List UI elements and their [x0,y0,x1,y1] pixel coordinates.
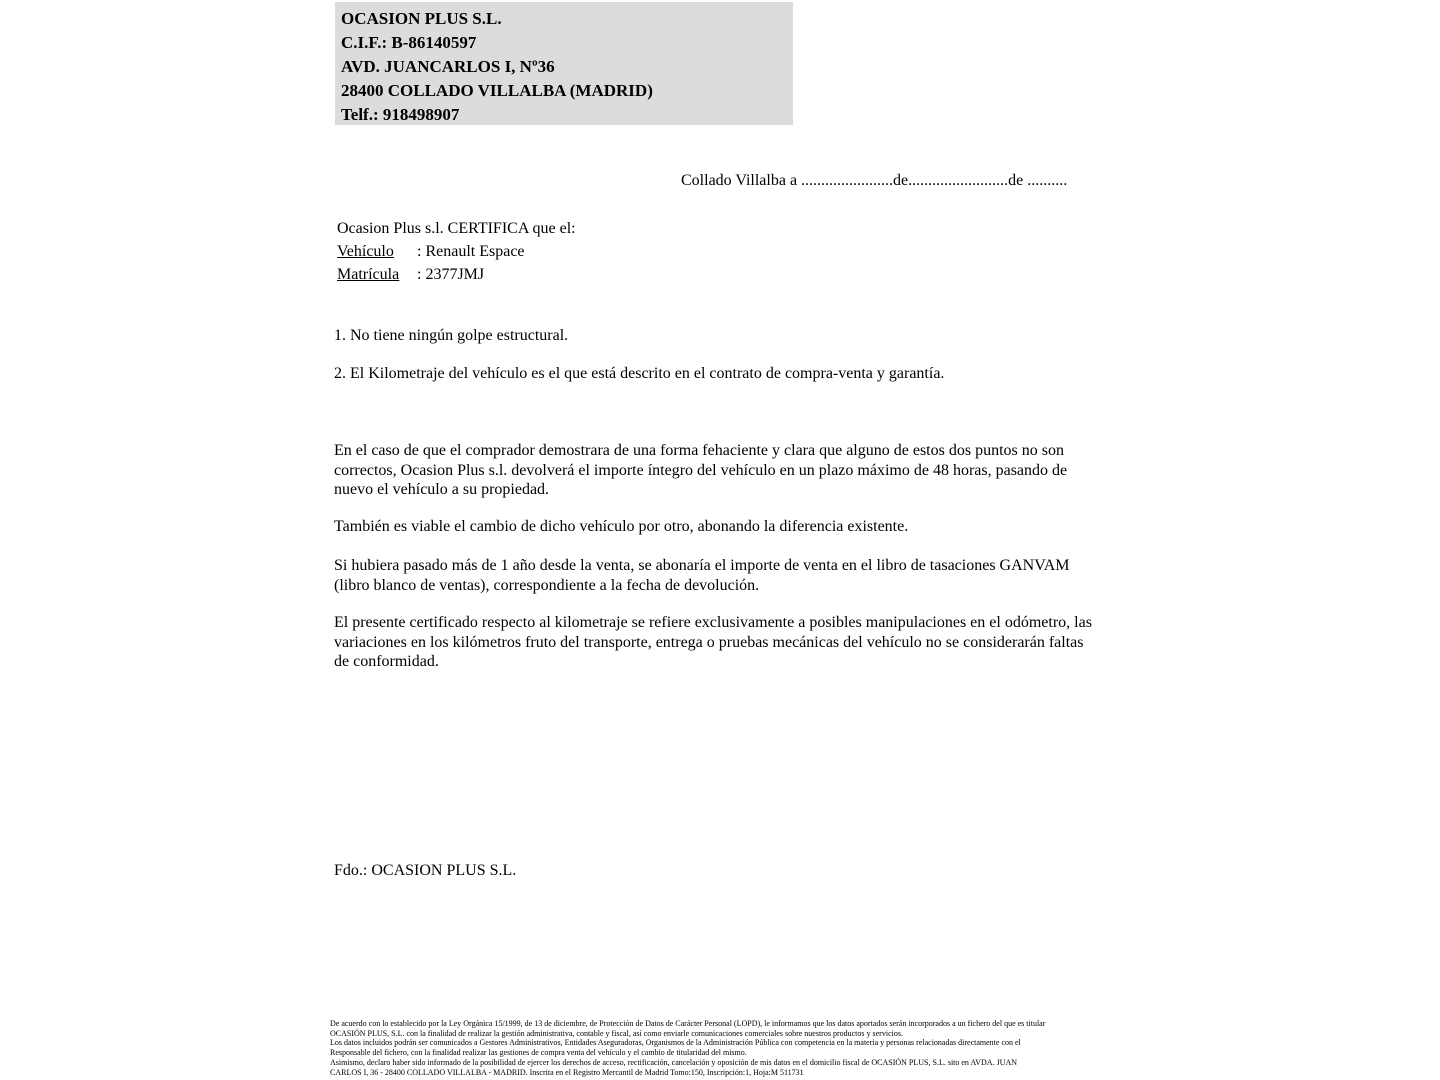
certification-block [337,217,576,286]
company-address: AVD. JUANCARLOS I, Nº36 [341,57,555,76]
date-fill-in-line: Collado Villalba a .......................de.........................de .......... [681,172,1068,189]
point-1: 1. No tiene ningún golpe estructural. [334,327,569,344]
legal-line: Asimismo, declaro haber sido informado de la posibilidad de ejercer los derechos de acceso, rectificación, cancelación y oposición de mis datos en el domicilio fiscal de OCASIÓN PLUS, S.L. sito en AVDA. JUAN [330,1057,1018,1067]
legal-line: Responsable del fichero, con la finalidad realizar las gestiones de compra venta del vehículo y el cambio de titularidad del mismo. [330,1048,747,1058]
legal-line: CARLOS I, 36 - 28400 COLLADO VILLALBA - MADRID. Inscrita en el Registro Mercantil de Madrid Tomo:150, Inscripción:1, Hoja:M 511731 [330,1067,804,1077]
paragraph-refund-terms: En el caso de que el comprador demostrara de una forma fehaciente y clara que alguno de estos dos puntos no son correctos, Ocasion Plus s.l. devolverá el importe íntegro del vehículo en un plazo máximo de 48 horas, pasando de nuevo el vehículo a su propiedad. [334,442,1068,498]
certify-intro: Ocasion Plus s.l. CERTIFICA que el: [337,220,576,237]
paragraph-odometer-disclaimer: El presente certificado respecto al kilometraje se refiere exclusivamente a posibles manipulaciones en el odómetro, las variaciones en los kilómetros fruto del transporte, entrega o pruebas mecánicas del vehículo no se considerarán faltas de conformidad. [334,614,1092,670]
plate-row [337,263,576,286]
legal-fine-print [330,1019,1045,1077]
legal-line: De acuerdo con lo establecido por la Ley Orgánica 15/1999, de 13 de diciembre, de Protección de Datos de Carácter Personal (LOPD), le informamos que los datos aportados serán incorporados a un fichero del que es titular [330,1019,1046,1028]
company-cif: C.I.F.: B-86140597 [341,33,477,52]
vehicle-value: : Renault Espace [417,243,525,260]
point-2: 2. El Kilometraje del vehículo es el que está descrito en el contrato de compra-venta y garantía. [334,365,945,382]
plate-label: Matrícula [337,266,400,283]
paragraph-ganvam-valuation: Si hubiera pasado más de 1 año desde la venta, se abonaría el importe de venta en el libro de tasaciones GANVAM (libro blanco de ventas), correspondiente a la fecha de devolución. [334,557,1070,594]
legal-line: Los datos incluidos podrán ser comunicados a Gestores Administrativos, Entidades Aseguradoras, Organismos de la Administración Pública con competencia en la materia y personas relacionadas directamente con el [330,1038,1021,1048]
plate-value: : 2377JMJ [417,266,485,283]
company-header-box [335,2,793,125]
company-name: OCASION PLUS S.L. [341,9,502,28]
paragraph-exchange-option: También es viable el cambio de dicho vehículo por otro, abonando la diferencia existente. [334,518,909,535]
vehicle-label: Vehículo [337,243,394,260]
vehicle-row [337,240,576,263]
company-phone: Telf.: 918498907 [341,105,460,124]
legal-line: OCASIÓN PLUS, S.L. con la finalidad de realizar la gestión administrativa, contable y fiscal, así como enviarle comunicaciones comerciales sobre nuestros productos y servicios. [330,1028,903,1038]
company-city: 28400 COLLADO VILLALBA (MADRID) [341,81,653,100]
signature-line: Fdo.: OCASION PLUS S.L. [334,862,517,879]
